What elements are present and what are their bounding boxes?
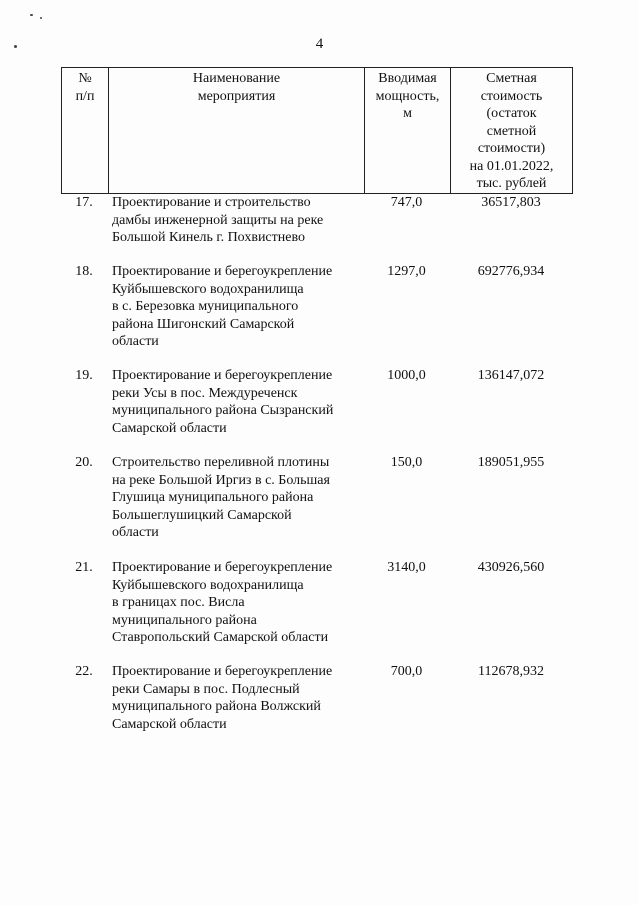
table-header: [61, 67, 573, 194]
row-power: 700,0: [390, 664, 423, 679]
row-cost: 189051,955: [477, 455, 545, 470]
row-cost: 36517,803: [481, 195, 541, 210]
header-num-text: № п/п: [75, 71, 95, 104]
row-power: 1297,0: [387, 264, 426, 279]
row-name: Строительство переливной плотины на реке Большой Иргиз в с. Большая Глушица муниципального района Большеглушицкий Самарской области: [112, 455, 330, 540]
header-cost: [451, 68, 573, 194]
row-name: Проектирование и строительство дамбы инженерной защиты на реке Большой Кинель г. Похвистнево: [112, 195, 324, 245]
row-name: Проектирование и берегоукрепление реки Усы в пос. Междуреченск муниципального района Сызранский Самарской области: [112, 368, 334, 436]
row-power: 747,0: [390, 195, 423, 210]
row-num: 20.: [75, 455, 93, 470]
row-num: 22.: [75, 664, 93, 679]
row-name: Проектирование и берегоукрепление реки Самары в пос. Подлесный муниципального района Волжский Самарской области: [112, 664, 333, 732]
row-num: 19.: [75, 368, 93, 383]
row-name: Проектирование и берегоукрепление Куйбышевского водохранилища в с. Березовка муниципального района Шигонский Самарской области: [112, 264, 333, 349]
header-name: [109, 68, 365, 194]
row-cost: 430926,560: [477, 560, 545, 575]
row-cost: 136147,072: [477, 368, 545, 383]
header-cost-text: Сметная стоимость (остаток сметной стоимости) на 01.01.2022, тыс. рублей: [469, 71, 554, 191]
row-cost: 112678,932: [478, 664, 544, 679]
row-power: 1000,0: [387, 368, 426, 383]
page-number: 4: [315, 36, 324, 52]
header-name-text: Наименование мероприятия: [192, 71, 281, 104]
row-num: 21.: [75, 560, 93, 575]
row-name: Проектирование и берегоукрепление Куйбышевского водохранилища в границах пос. Висла муниципального района Ставропольский Самарской области: [112, 560, 333, 645]
row-cost: 692776,934: [477, 264, 545, 279]
header-power: [365, 68, 451, 194]
row-num: 17.: [75, 195, 93, 210]
header-power-text: Вводимая мощность, м: [375, 71, 440, 121]
row-power: 150,0: [390, 455, 423, 470]
row-power: 3140,0: [387, 560, 426, 575]
header-num: [62, 68, 109, 194]
row-num: 18.: [75, 264, 93, 279]
